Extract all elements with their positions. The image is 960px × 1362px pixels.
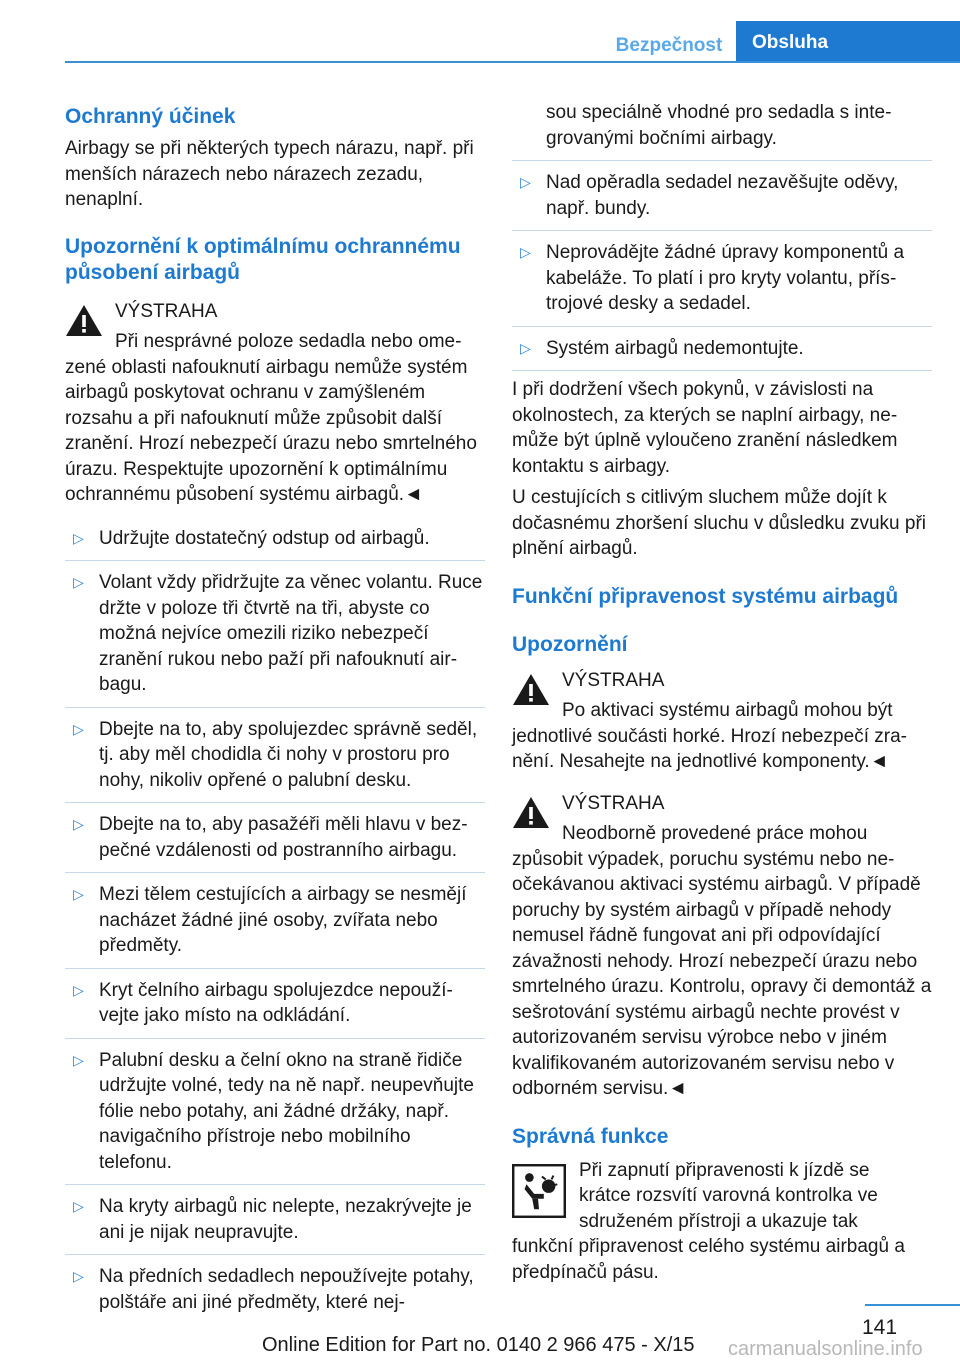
watermark: carmanualsonline.info	[728, 1338, 923, 1360]
heading-correct-function: Správná funkce	[512, 1124, 669, 1148]
triangle-bullet-icon: ▷	[73, 574, 84, 590]
edition-line: Online Edition for Part no. 0140 2 966 475 - X/15	[262, 1334, 695, 1356]
left-column	[65, 100, 485, 1315]
list-item: ▷ Kryt čelního airbagu spolujezdce nepoužívejte jako místo na odkládání.	[73, 979, 453, 1026]
triangle-bullet-icon: ▷	[73, 886, 84, 902]
header-rule	[65, 61, 960, 63]
function-line: Při zapnutí připravenosti k jízdě se	[579, 1159, 870, 1181]
heading-notes: Upozornění	[512, 632, 628, 656]
triangle-bullet-icon: ▷	[73, 529, 84, 546]
list-item: ▷ Mezi tělem cestujících a airbagy se nesmějí nacházet žádné jiné osoby, zvířata nebo předměty.	[73, 884, 467, 956]
warning-icon	[512, 795, 550, 829]
warning-text: jednotlivé součásti horké. Hrozí nebezpečí zranění. Nesahejte na jednotlivé komponenty.◄	[512, 725, 907, 772]
warning-title: VÝSTRAHA	[562, 669, 665, 691]
header-active-tab: Obsluha	[736, 21, 960, 63]
list-item: ▷ Dbejte na to, aby spolujezdec správně seděl, tj. aby měl chodidla či nohy v prostoru pro nohy, nikoliv opřené o palubní desku.	[73, 718, 478, 791]
heading-airbag-notes: Upozornění k optimálnímu ochrannému působení airbagů	[65, 234, 461, 284]
list-divider	[65, 872, 485, 873]
triangle-bullet-icon: ▷	[73, 981, 84, 998]
function-line: sdruženém přístroji a ukazuje tak	[579, 1210, 858, 1232]
list-divider	[65, 968, 485, 969]
warning-title: VÝSTRAHA	[562, 792, 665, 814]
list-item: ▷ Udržujte dostatečný odstup od airbagů.	[65, 526, 485, 552]
bullet-list-right	[512, 100, 932, 361]
bullet-list-left	[65, 526, 485, 1316]
list-item: ▷ Volant vždy přidržujte za věnec volantu. Ruce držte v poloze tři čtvrtě na tři, abyste co možná nejvíce omezili riziko nebezpečí zranění rukou nebo paží při nafouknutí airbagu.	[73, 572, 483, 695]
warning-text: způsobit výpadek, poruchu systému nebo neočekávanou aktivaci systému airbagů. V případě poruchy by systém airbagů v případě nehody nemusel řádně fungovat ani při odpovídající závažnosti nehody. Hrozí nebezpečí úrazu nebo smrtelného úrazu. Kontrolu, opravy či demontáž a sešrotování systému airbagů nechte provést v autorizovaném servisu výrobce nebo v jiném kvalifikovaném autorizovaném servisu nebo v odborném servisu.◄	[512, 848, 932, 1099]
triangle-bullet-icon: ▷	[73, 1198, 84, 1214]
warning-block	[65, 299, 485, 508]
warning-block	[512, 668, 932, 775]
page-number: 141	[862, 1316, 898, 1339]
warning-title: VÝSTRAHA	[115, 300, 218, 322]
paragraph-hearing: U cestujících s citlivým sluchem může dojít k dočasnému zhoršení sluchu v důsledku zvuku při plnění airbagů.	[512, 487, 927, 559]
list-divider	[65, 802, 485, 803]
header-section-label: Bezpečnost	[615, 35, 723, 56]
list-divider	[512, 230, 932, 231]
list-item: ▷ Palubní desku a čelní okno na straně řidiče udržujte volné, tedy na ně např. neupevňujte fólie nebo potahy, ani žádné držáky, např. navigačního přístroje nebo mobilního telefonu.	[73, 1049, 474, 1173]
warning-block	[512, 791, 932, 1102]
list-item-continued: sou speciálně vhodné pro sedadla s integrovanými bočními airbagy.	[546, 102, 892, 149]
function-block	[512, 1158, 932, 1286]
heading-airbag-readiness: Funkční připravenost systému airbagů	[512, 584, 899, 608]
list-divider	[65, 1038, 485, 1039]
triangle-bullet-icon: ▷	[520, 174, 531, 190]
triangle-bullet-icon: ▷	[73, 1268, 84, 1284]
paragraph-contact-injury: I při dodržení všech pokynů, v závislosti na okolnostech, za kterých se naplní airbagy, nemůže být úplně vyloučeno zranění následkem kontaktu s airbagy.	[512, 379, 898, 477]
list-item: ▷ Neprovádějte žádné úpravy komponentů a kabeláže. To platí i pro kryty volantu, přístrojové desky a sedadel.	[520, 242, 905, 314]
paragraph-protective-effect: Airbagy se při některých typech nárazu, např. při menších nárazech nebo nárazech zezadu, nenaplní.	[65, 138, 474, 210]
warning-first-line: Při nesprávné poloze sedadla nebo ome-	[115, 331, 462, 352]
divider	[512, 370, 932, 371]
triangle-bullet-icon: ▷	[73, 816, 84, 832]
function-line: krátce rozsvítí varovná kontrolka ve	[579, 1185, 878, 1206]
triangle-bullet-icon: ▷	[73, 720, 84, 737]
function-text-lines	[512, 1158, 932, 1235]
list-item: ▷ Dbejte na to, aby pasažéři měli hlavu v bezpečné vzdálenosti od postranního airbagu.	[73, 814, 468, 861]
list-divider	[512, 326, 932, 327]
list-divider	[65, 1254, 485, 1255]
airbag-warning-light-icon	[512, 1164, 566, 1218]
list-item: ▷ Systém airbagů nedemontujte.	[512, 336, 932, 362]
warning-text: zené oblasti nafouknutí airbagu nemůže systém airbagů poskytovat ochranu v zamýšleném rozsahu a při nafouknutí může způsobit další zranění. Hrozí nebezpečí úrazu nebo smrtelného úrazu. Respektujte upozornění k optimálnímu ochrannému působení systému airbagů.◄	[65, 356, 477, 505]
triangle-bullet-icon: ▷	[73, 1051, 84, 1068]
list-divider	[65, 1184, 485, 1185]
warning-first-line: Po aktivaci systému airbagů mohou být	[562, 700, 893, 721]
triangle-bullet-icon: ▷	[520, 244, 531, 260]
heading-protective-effect: Ochranný účinek	[65, 105, 236, 128]
warning-icon	[512, 672, 550, 706]
warning-first-line: Neodborně provedené práce mohou	[562, 823, 868, 844]
list-divider	[65, 707, 485, 708]
footer-rule	[865, 1304, 960, 1306]
list-item: ▷ Na kryty airbagů nic nelepte, nezakrývejte je ani je nijak neupravujte.	[73, 1196, 472, 1243]
triangle-bullet-icon: ▷	[520, 339, 531, 356]
function-text: funkční připravenost celého systému airbagů a předpínačů pásu.	[512, 1236, 905, 1283]
list-item: ▷ Na předních sedadlech nepoužívejte potahy, polštáře ani jiné předměty, které nej-	[73, 1266, 474, 1313]
right-column	[512, 100, 932, 1285]
warning-icon	[65, 303, 103, 337]
list-divider	[512, 160, 932, 161]
list-item: ▷ Nad opěradla sedadel nezavěšujte oděvy, např. bundy.	[520, 172, 899, 219]
list-divider	[65, 560, 485, 561]
